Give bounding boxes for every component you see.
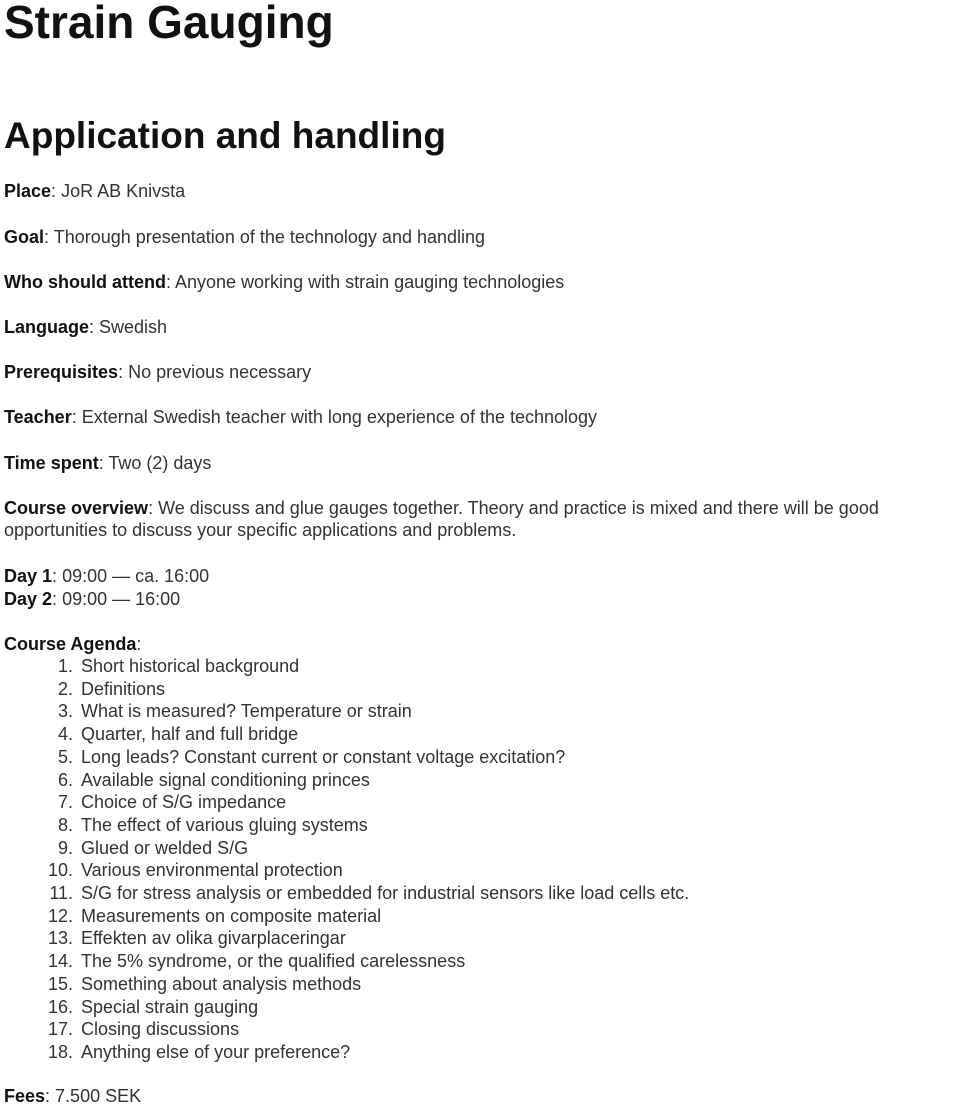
agenda-item [4,927,689,950]
agenda-item [4,655,689,678]
agenda-item-number: 14. [47,951,73,972]
agenda-item-text: Choice of S/G impedance [81,792,287,813]
agenda-item-number: 2. [57,678,73,699]
agenda-item [4,950,689,973]
agenda-item-number: 10. [47,860,73,881]
agenda-item-number: 4. [57,724,73,745]
day2-field: Day 2: 09:00 — 16:00 [4,589,181,609]
agenda-item-number: 6. [57,769,73,790]
day2-label: Day 2 [4,589,53,609]
overview-label: Course overview [4,498,149,518]
agenda-item-text: Something about analysis methods [81,973,362,994]
agenda-item [4,1018,689,1041]
teacher-label: Teacher [4,407,72,427]
agenda-item-number: 16. [47,996,73,1017]
prerequisites-value: No previous necessary [128,362,312,382]
time-value: Two (2) days [108,453,212,473]
agenda-item [4,814,689,837]
teacher-field: Teacher: External Swedish teacher with long experience of the technology [4,407,598,427]
agenda-item-text: Anything else of your preference? [81,1041,351,1062]
agenda-item-number: 1. [57,656,73,676]
agenda-item [4,859,689,882]
agenda-item [4,746,689,769]
agenda-item-text: Effekten av olika givarplaceringar [81,928,346,949]
goal-field: Goal: Thorough presentation of the technology and handling [4,227,486,247]
agenda-item-number: 12. [47,905,73,926]
agenda-item-number: 17. [47,1019,73,1040]
agenda-item-number: 5. [57,746,73,767]
day1-field: Day 1: 09:00 — ca. 16:00 [4,566,210,586]
teacher-value: External Swedish teacher with long experience of the technology [81,407,598,427]
agenda-item [4,996,689,1019]
goal-label: Goal [4,227,45,247]
time-label: Time spent [4,453,99,473]
agenda-item [4,1041,689,1064]
place-label: Place [4,181,52,201]
agenda-item-number: 9. [57,837,73,858]
attend-label: Who should attend [4,272,166,292]
prerequisites-label: Prerequisites [4,362,119,382]
agenda-item-text: Various environmental protection [81,860,343,881]
agenda-list [4,655,689,1064]
language-field: Language: Swedish [4,317,168,337]
agenda-item-text: S/G for stress analysis or embedded for industrial sensors like load cells etc. [81,883,690,904]
agenda-heading: Course Agenda: [4,634,142,654]
overview-value: We discuss and glue gauges together. Theory and practice is mixed and there will be good opportunities to discuss your specific applications and problems. [4,498,879,540]
day1-label: Day 1 [4,566,53,586]
fees-field: Fees: 7.500 SEK [4,1086,142,1106]
agenda-item [4,769,689,792]
agenda-item-number: 7. [57,792,73,813]
overview-field: Course overview: We discuss and glue gauges together. Theory and practice is mixed and there will be good opportunities to discuss your specific applications and problems. [4,498,879,540]
day2-value: 09:00 — 16:00 [62,589,181,609]
fees-value: 7.500 SEK [55,1086,142,1106]
agenda-label: Course Agenda [4,634,137,654]
agenda-item [4,678,689,701]
page-title: Strain Gauging [4,0,334,48]
agenda-item-number: 18. [47,1041,73,1062]
agenda-item-text: Available signal conditioning princes [81,769,370,790]
agenda-item-text: Measurements on composite material [81,905,382,926]
agenda-item [4,837,689,860]
agenda-item-number: 3. [57,701,73,722]
language-value: Swedish [99,317,168,337]
agenda-item-text: What is measured? Temperature or strain [81,701,412,722]
goal-value: Thorough presentation of the technology and handling [53,227,486,247]
agenda-item-number: 15. [47,973,73,994]
agenda-item-text: Quarter, half and full bridge [81,724,299,745]
attend-field: Who should attend: Anyone working with strain gauging technologies [4,272,565,292]
agenda-item [4,700,689,723]
place-field: Place: JoR AB Knivsta [4,181,186,201]
agenda-item-text: Closing discussions [81,1019,240,1040]
agenda-item [4,791,689,814]
fees-label: Fees [4,1086,46,1106]
agenda-item-text: The effect of various gluing systems [81,814,368,835]
agenda-item-text: Definitions [81,678,166,699]
attend-value: Anyone working with strain gauging technologies [175,272,565,292]
document-page [4,0,958,1107]
day1-value: 09:00 — ca. 16:00 [62,566,210,586]
agenda-item-number: 13. [47,928,73,949]
agenda-item [4,905,689,928]
agenda-item-number: 11. [49,883,73,904]
agenda-item-text: The 5% syndrome, or the qualified carelessness [81,951,466,972]
agenda-item-text: Special strain gauging [81,996,259,1017]
agenda-item [4,973,689,996]
page-subtitle: Application and handling [4,115,446,156]
agenda-item [4,723,689,746]
prerequisites-field: Prerequisites: No previous necessary [4,362,312,382]
agenda-item-number: 8. [57,814,73,835]
agenda-item [4,882,689,905]
language-label: Language [4,317,90,337]
time-field: Time spent: Two (2) days [4,453,212,473]
place-value: JoR AB Knivsta [61,181,186,201]
agenda-item-text: Glued or welded S/G [81,837,249,858]
agenda-item-text: Long leads? Constant current or constant voltage excitation? [81,746,566,767]
agenda-item-text: Short historical background [81,656,300,676]
